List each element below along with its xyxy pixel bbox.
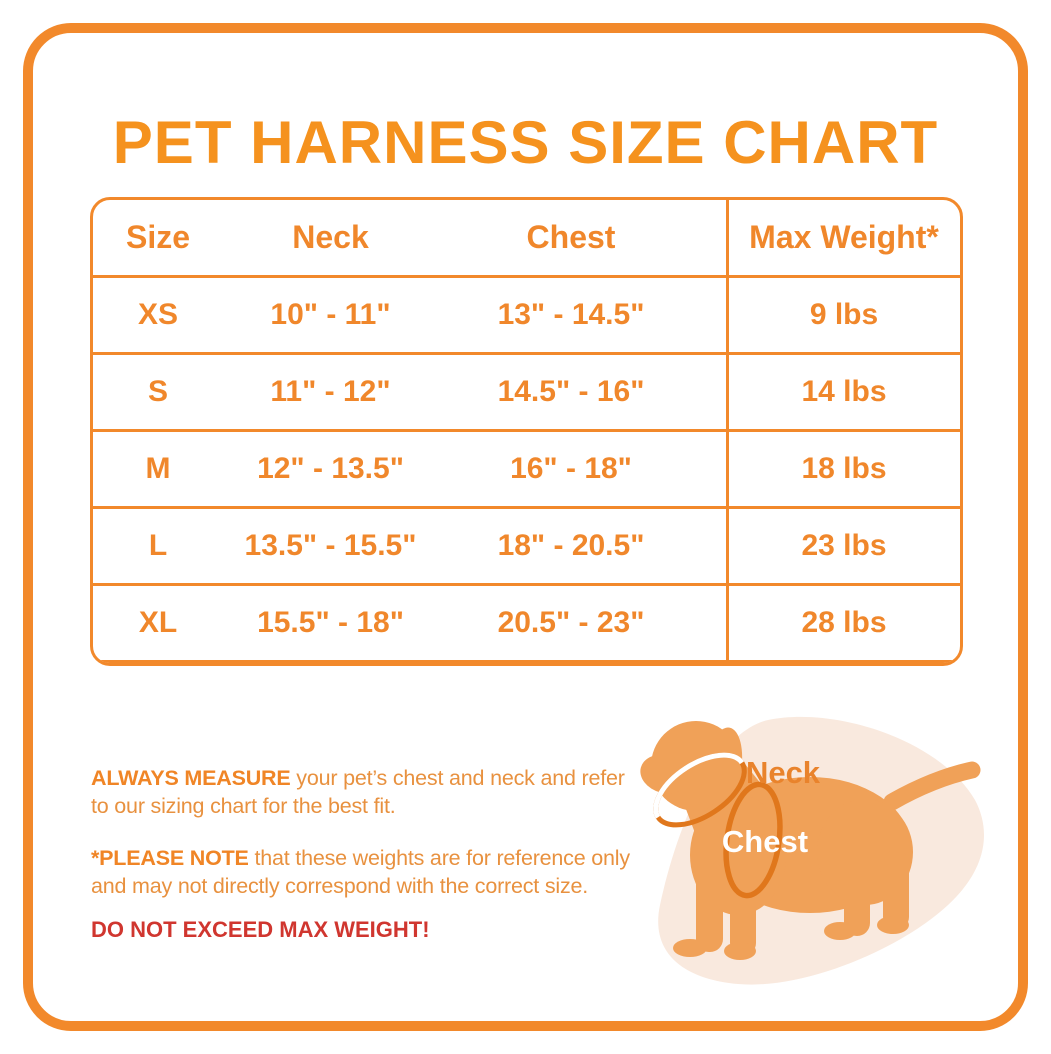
- measure-note-text-line2: to our sizing chart for the best fit.: [91, 794, 396, 818]
- max-weight-cell: 14 lbs: [801, 375, 887, 408]
- measure-note-text: your pet’s chest and neck and refer: [290, 766, 625, 790]
- size-cell: XL: [138, 606, 178, 639]
- size-cell: S: [147, 375, 168, 408]
- please-note-text: that these weights are for reference only: [248, 846, 630, 870]
- chest-cell: 18" - 20.5": [497, 529, 645, 562]
- max-weight-cell: 23 lbs: [801, 529, 887, 562]
- max-weight-warning: DO NOT EXCEED MAX WEIGHT!: [91, 917, 430, 942]
- max-weight-cell: 9 lbs: [809, 298, 879, 331]
- chest-cell: 20.5" - 23": [497, 606, 645, 639]
- notes-block: [91, 764, 671, 968]
- table-row-l: [93, 509, 960, 586]
- size-cell: L: [148, 529, 168, 562]
- dog-front-paw: [673, 939, 707, 957]
- dog-front-paw-2: [724, 942, 756, 960]
- max-weight-cell: 18 lbs: [801, 452, 887, 485]
- dog-hind-paw: [824, 922, 856, 940]
- table-header-row: [93, 200, 960, 278]
- neck-cell: 13.5" - 15.5": [244, 529, 417, 562]
- chest-cell: 13" - 14.5": [497, 298, 645, 331]
- size-chart-table: [90, 197, 963, 666]
- dog-hind-paw-2: [877, 916, 909, 934]
- neck-label: Neck: [745, 755, 821, 790]
- chest-cell: 16" - 18": [510, 452, 632, 485]
- table-row-xs: [93, 278, 960, 355]
- neck-cell: 15.5" - 18": [257, 606, 404, 639]
- size-cell: XS: [137, 298, 179, 331]
- dog-measurement-diagram: [620, 690, 1020, 1020]
- table-row-m: [93, 432, 960, 509]
- please-note-text-line2: and may not directly correspond with the correct size.: [91, 874, 589, 898]
- header-size: Size: [125, 219, 191, 255]
- size-cell: M: [145, 452, 171, 485]
- header-chest: Chest: [526, 219, 616, 255]
- please-note-lead: *PLEASE NOTE: [91, 846, 249, 870]
- table-row-s: [93, 355, 960, 432]
- dog-front-leg: [696, 860, 723, 952]
- measure-note: [91, 764, 671, 820]
- chest-label: Chest: [721, 824, 809, 859]
- neck-cell: 12" - 13.5": [257, 452, 404, 485]
- please-note: [91, 844, 671, 900]
- neck-cell: 10" - 11": [270, 298, 391, 331]
- header-neck: Neck: [292, 219, 369, 255]
- chest-cell: 14.5" - 16": [497, 375, 645, 408]
- page-title: PET HARNESS SIZE CHART: [112, 109, 939, 176]
- header-max-weight: Max Weight*: [749, 219, 939, 255]
- measure-note-lead: ALWAYS MEASURE: [91, 766, 291, 790]
- table-row-xl: [93, 586, 960, 663]
- max-weight-cell: 28 lbs: [801, 606, 887, 639]
- max-weight-column-divider: [726, 200, 729, 663]
- neck-cell: 11" - 12": [270, 375, 391, 408]
